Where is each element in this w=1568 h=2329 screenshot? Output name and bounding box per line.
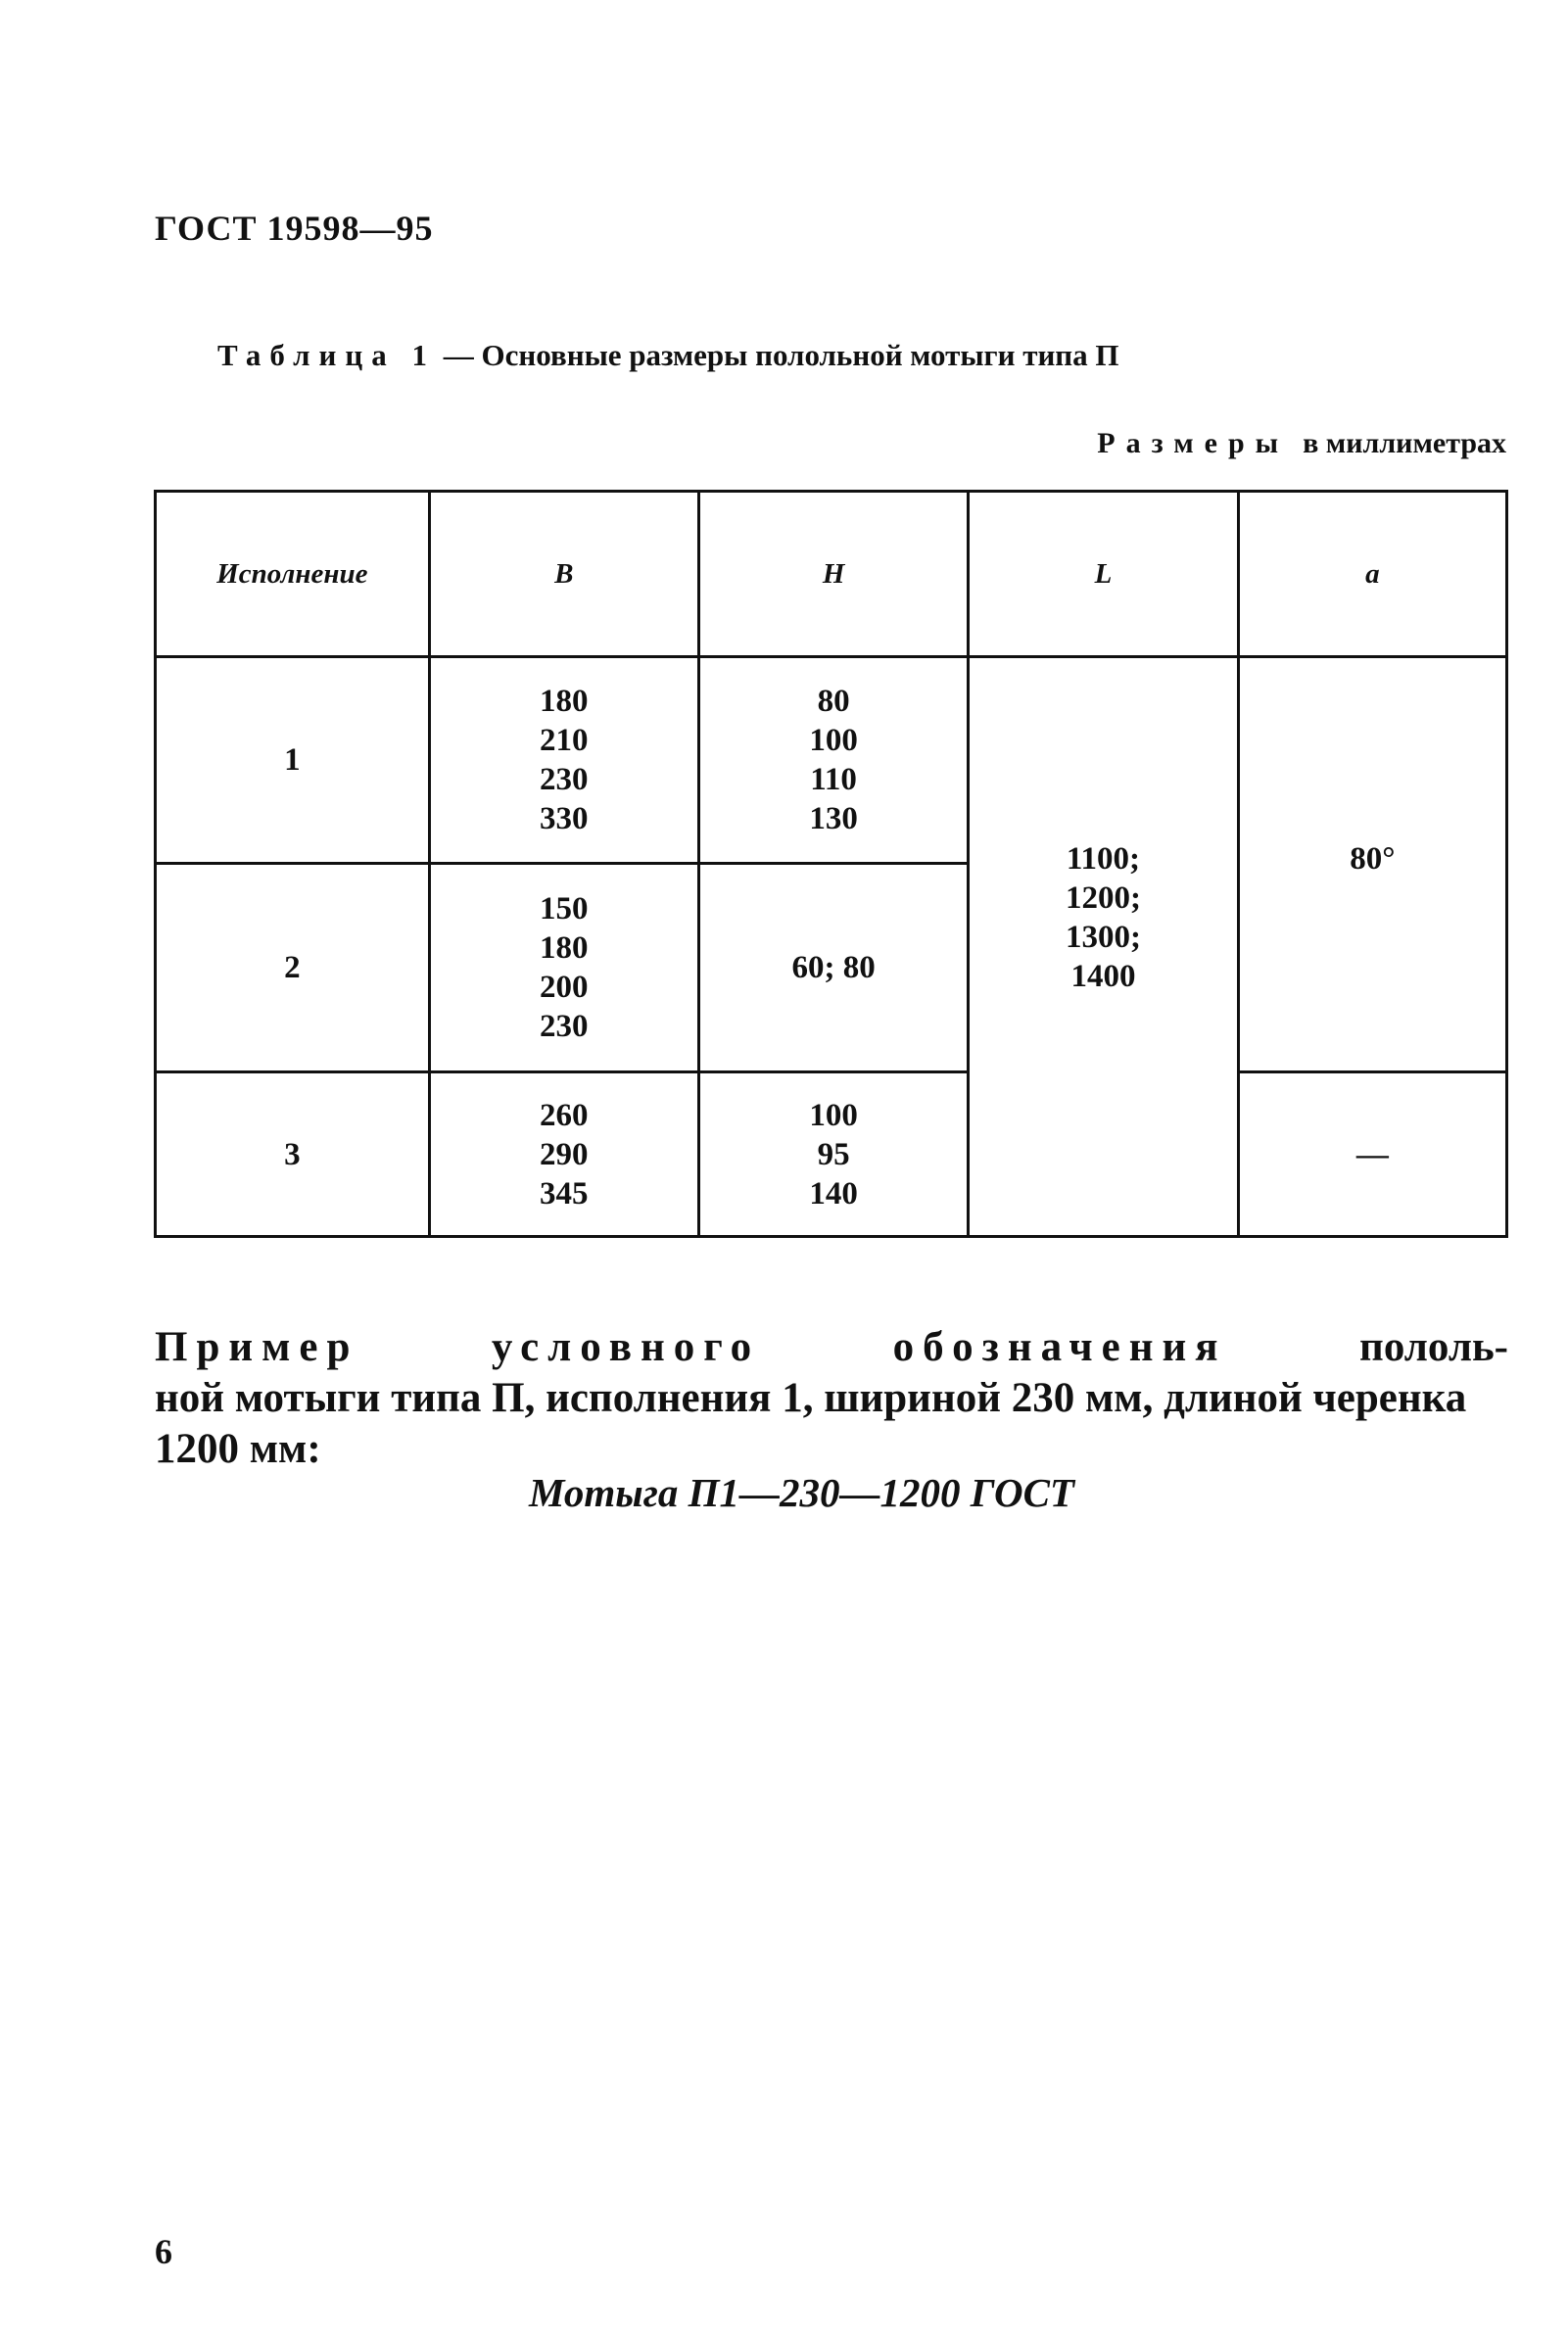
l-value: 1200;	[1065, 880, 1141, 916]
execution-cell: 2	[156, 864, 430, 1072]
table-caption-label: Таблица 1	[217, 338, 436, 372]
l-cell-merged	[969, 657, 1238, 1237]
h-cell	[698, 657, 968, 864]
table-row	[156, 1072, 1507, 1237]
b-value: 150	[540, 891, 589, 927]
h-value: 130	[809, 801, 858, 836]
page-number: 6	[155, 2232, 172, 2271]
b-value: 180	[540, 684, 589, 719]
b-value: 345	[540, 1175, 589, 1212]
table-caption	[217, 338, 1119, 373]
b-value: 230	[540, 1009, 589, 1044]
b-cell	[429, 657, 698, 864]
b-cell	[429, 864, 698, 1072]
designation-paragraph	[155, 1322, 1508, 1475]
b-cell	[429, 1072, 698, 1237]
l-value: 1100;	[1066, 841, 1141, 877]
h-value: 110	[810, 762, 857, 797]
b-value: 200	[540, 970, 589, 1005]
b-value: 290	[540, 1136, 589, 1172]
a-cell: —	[1238, 1072, 1506, 1237]
b-value: 180	[540, 930, 589, 966]
h-cell	[698, 1072, 968, 1237]
execution-cell: 3	[156, 1072, 430, 1237]
h-value: 95	[817, 1136, 850, 1172]
h-value: 140	[809, 1175, 858, 1212]
dimensions-table	[154, 490, 1508, 1238]
designation-example: Мотыга П1—230—1200 ГОСТ	[529, 1470, 1074, 1515]
table-caption-text: — Основные размеры полольной мотыги типа П	[443, 338, 1119, 372]
paragraph-first-line	[155, 1322, 1508, 1373]
table-header-row	[156, 492, 1507, 657]
column-header-b: B	[429, 492, 698, 657]
column-header-l: L	[969, 492, 1238, 657]
b-value: 230	[540, 762, 589, 797]
h-value: 80	[817, 684, 850, 719]
column-header-execution: Исполнение	[156, 492, 430, 657]
paragraph-word: Пример	[155, 1324, 359, 1370]
paragraph-word: обозначения	[892, 1324, 1227, 1370]
paragraph-word: условного	[491, 1324, 761, 1370]
execution-cell: 1	[156, 657, 430, 864]
units-note	[1097, 427, 1506, 460]
b-value: 330	[540, 801, 589, 836]
column-header-h: H	[698, 492, 968, 657]
l-value: 1300;	[1065, 920, 1141, 955]
paragraph-word: пололь-	[1359, 1324, 1508, 1370]
paragraph-body: ной мотыги типа П, исполнения 1, шириной 230 мм, длиной черенка 1200 мм:	[155, 1375, 1467, 1472]
h-value: 100	[809, 1097, 858, 1133]
h-value: 100	[809, 723, 858, 758]
units-note-text: в миллиметрах	[1303, 427, 1506, 459]
b-value: 260	[540, 1097, 589, 1133]
column-header-a: a	[1238, 492, 1506, 657]
b-value: 210	[540, 723, 589, 758]
a-cell-merged: 80°	[1238, 657, 1506, 1072]
h-cell: 60; 80	[698, 864, 968, 1072]
document-header: ГОСТ 19598—95	[155, 209, 434, 248]
units-note-label: Размеры	[1097, 427, 1290, 459]
table-row	[156, 657, 1507, 864]
l-value: 1400	[1070, 959, 1136, 994]
